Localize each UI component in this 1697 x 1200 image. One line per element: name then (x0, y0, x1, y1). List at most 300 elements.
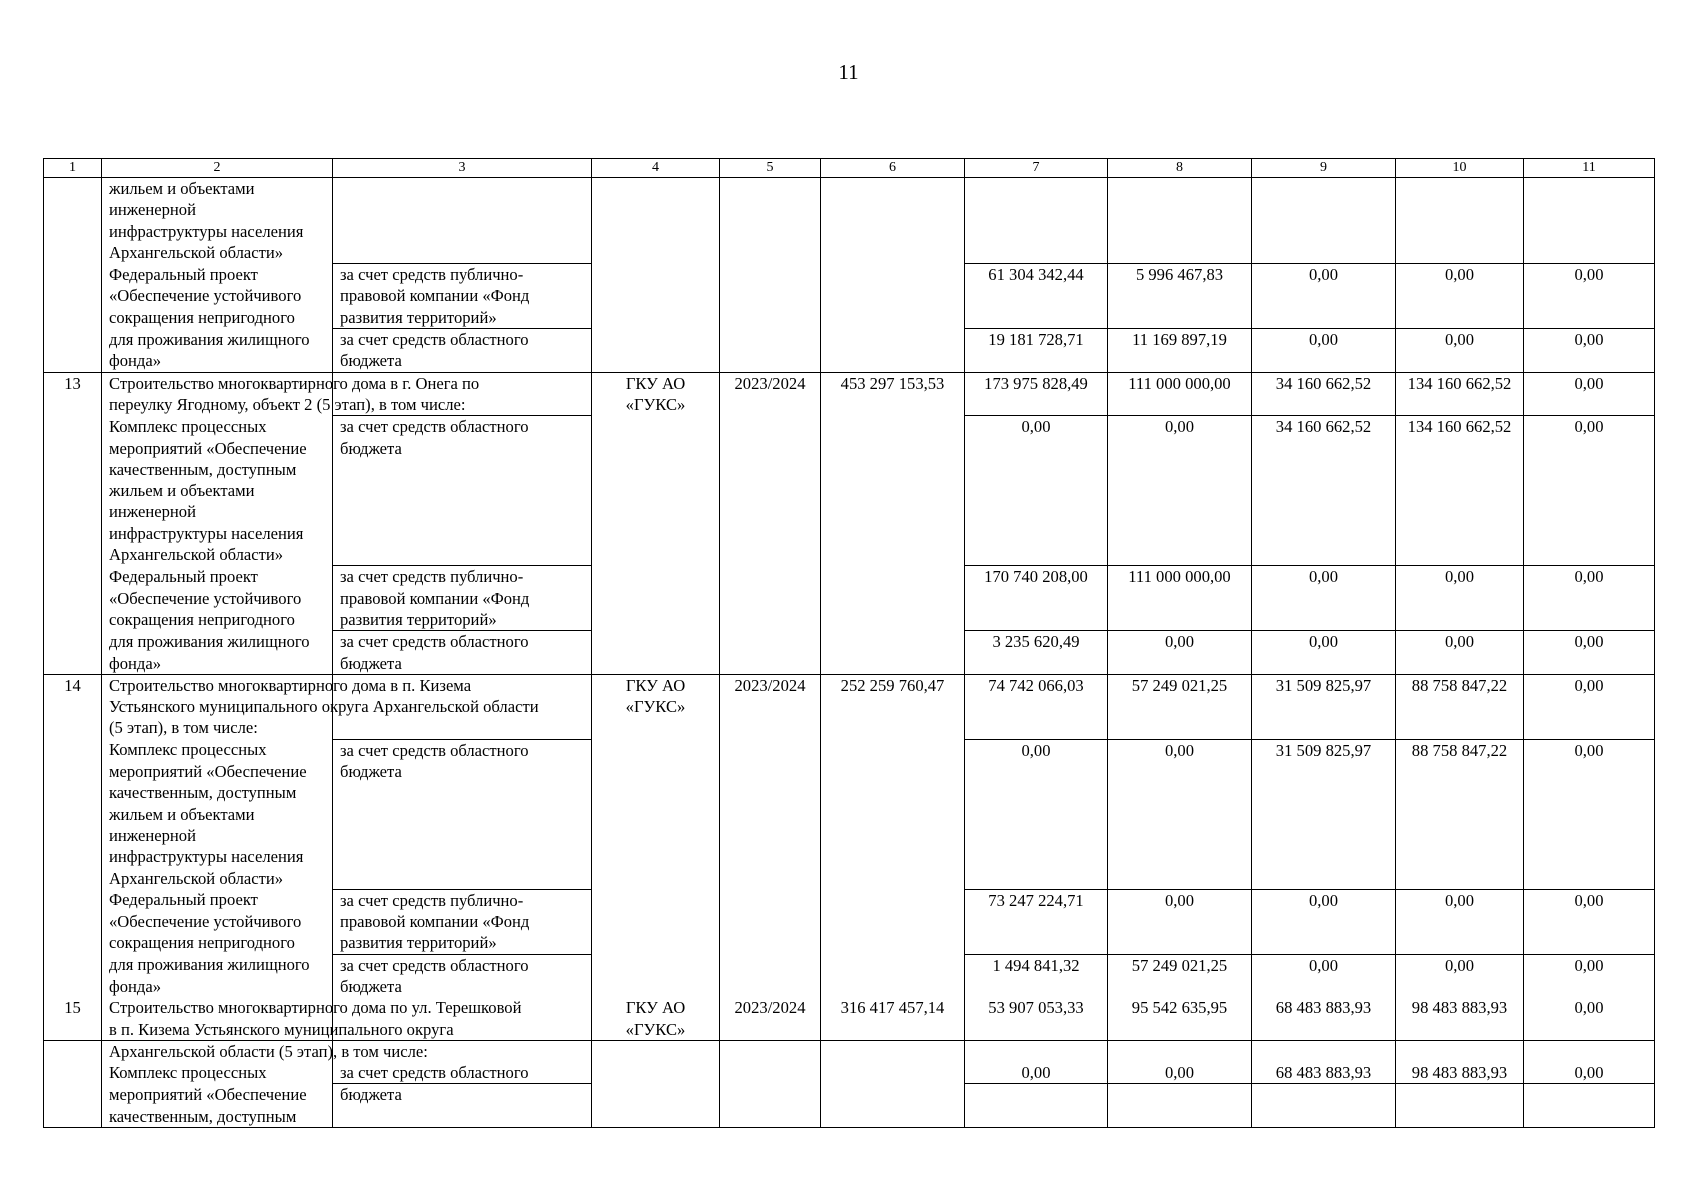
cell-col-11: 0,00 (1524, 954, 1655, 976)
cell-col-1 (44, 1062, 102, 1084)
table-row (44, 1019, 1655, 1041)
cell-col-2: инженерной (102, 199, 333, 220)
cell-col-2: сокращения непригодного (102, 932, 333, 954)
cell-col-6: 316 417 457,14 (821, 997, 965, 1018)
cell-col-4: «ГУКС» (592, 696, 720, 717)
cell-col-3 (333, 544, 592, 566)
cell-col-10 (1396, 868, 1524, 890)
cell-col-5 (720, 696, 821, 717)
table-row (44, 480, 1655, 501)
cell-col-8 (1108, 178, 1252, 200)
cell-col-8: 5 996 467,83 (1108, 264, 1252, 286)
cell-col-11 (1524, 285, 1655, 306)
cell-col-5 (720, 846, 821, 867)
cell-col-4 (592, 459, 720, 480)
cell-col-11: 0,00 (1524, 1062, 1655, 1084)
cell-col-2: Устьянского муниципального округа Архангельской области (102, 696, 333, 717)
cell-col-11: 0,00 (1524, 329, 1655, 351)
cell-col-1 (44, 1019, 102, 1041)
table-row (44, 954, 1655, 976)
cell-col-3: за счет средств областного (333, 739, 592, 761)
cell-col-7 (965, 1084, 1108, 1106)
cell-col-11 (1524, 242, 1655, 264)
cell-col-1 (44, 846, 102, 867)
cell-col-6 (821, 329, 965, 351)
cell-col-3: бюджета (333, 976, 592, 997)
cell-col-6 (821, 221, 965, 242)
cell-col-6 (821, 932, 965, 954)
cell-col-3: за счет средств публично- (333, 264, 592, 286)
cell-col-5 (720, 307, 821, 329)
cell-col-2: Архангельской области (5 этап), в том числе: (102, 1040, 333, 1062)
cell-col-11 (1524, 717, 1655, 739)
cell-col-2: инфраструктуры населения (102, 221, 333, 242)
cell-col-5 (720, 350, 821, 372)
cell-col-8 (1108, 394, 1252, 416)
cell-col-3 (333, 242, 592, 264)
cell-col-1 (44, 480, 102, 501)
cell-col-7 (965, 459, 1108, 480)
cell-col-9 (1252, 653, 1396, 675)
column-header-9: 9 (1252, 159, 1396, 178)
cell-col-5 (720, 1019, 821, 1041)
cell-col-10 (1396, 761, 1524, 782)
cell-col-8 (1108, 696, 1252, 717)
cell-col-3: за счет средств публично- (333, 566, 592, 588)
cell-col-1 (44, 523, 102, 544)
cell-col-8 (1108, 1084, 1252, 1106)
cell-col-1 (44, 631, 102, 653)
table-row (44, 350, 1655, 372)
cell-col-9: 0,00 (1252, 889, 1396, 911)
cell-col-5 (720, 394, 821, 416)
cell-col-11 (1524, 782, 1655, 803)
cell-col-2: Строительство многоквартирного дома по ул. Терешковой (102, 997, 333, 1018)
cell-col-8 (1108, 609, 1252, 631)
cell-col-3 (333, 846, 592, 867)
cell-col-10 (1396, 307, 1524, 329)
cell-col-1: 15 (44, 997, 102, 1018)
cell-col-1 (44, 761, 102, 782)
cell-col-8 (1108, 761, 1252, 782)
cell-col-11 (1524, 1040, 1655, 1062)
table-row (44, 804, 1655, 825)
cell-col-4: ГКУ АО (592, 997, 720, 1018)
cell-col-2: качественным, доступным (102, 1106, 333, 1128)
cell-col-3: за счет средств областного (333, 631, 592, 653)
cell-col-7 (965, 242, 1108, 264)
cell-col-2: Архангельской области» (102, 868, 333, 890)
cell-col-10 (1396, 825, 1524, 846)
cell-col-1: 13 (44, 372, 102, 394)
cell-col-4: ГКУ АО (592, 674, 720, 696)
cell-col-10: 98 483 883,93 (1396, 997, 1524, 1018)
header-row (44, 159, 1655, 178)
cell-col-6 (821, 544, 965, 566)
cell-col-5 (720, 911, 821, 932)
cell-col-10: 0,00 (1396, 566, 1524, 588)
cell-col-5 (720, 501, 821, 522)
cell-col-6 (821, 782, 965, 803)
cell-col-9: 0,00 (1252, 329, 1396, 351)
cell-col-9: 0,00 (1252, 264, 1396, 286)
cell-col-3 (333, 717, 592, 739)
cell-col-11 (1524, 846, 1655, 867)
cell-col-3: правовой компании «Фонд (333, 588, 592, 609)
cell-col-9 (1252, 804, 1396, 825)
cell-col-10 (1396, 653, 1524, 675)
cell-col-1 (44, 416, 102, 438)
cell-col-9 (1252, 438, 1396, 459)
cell-col-6 (821, 1106, 965, 1128)
cell-col-8 (1108, 653, 1252, 675)
cell-col-3 (333, 782, 592, 803)
cell-col-2: (5 этап), в том числе: (102, 717, 333, 739)
table-row (44, 372, 1655, 394)
cell-col-6 (821, 1040, 965, 1062)
cell-col-2: Федеральный проект (102, 264, 333, 286)
cell-col-7 (965, 438, 1108, 459)
cell-col-6: 453 297 153,53 (821, 372, 965, 394)
table-row (44, 242, 1655, 264)
cell-col-7: 74 742 066,03 (965, 674, 1108, 696)
cell-col-7 (965, 1040, 1108, 1062)
cell-col-7 (965, 523, 1108, 544)
cell-col-10 (1396, 976, 1524, 997)
cell-col-8 (1108, 221, 1252, 242)
cell-col-10: 0,00 (1396, 954, 1524, 976)
column-header-8: 8 (1108, 159, 1252, 178)
cell-col-7 (965, 846, 1108, 867)
cell-col-7: 170 740 208,00 (965, 566, 1108, 588)
cell-col-1 (44, 178, 102, 200)
table-row (44, 782, 1655, 803)
cell-col-4 (592, 1062, 720, 1084)
cell-col-9 (1252, 868, 1396, 890)
table-row (44, 588, 1655, 609)
cell-col-10: 88 758 847,22 (1396, 739, 1524, 761)
cell-col-9 (1252, 1019, 1396, 1041)
cell-col-3: за счет средств областного (333, 329, 592, 351)
cell-col-10 (1396, 588, 1524, 609)
cell-col-8 (1108, 350, 1252, 372)
cell-col-4 (592, 1040, 720, 1062)
column-header-1: 1 (44, 159, 102, 178)
cell-col-5 (720, 609, 821, 631)
cell-col-2: мероприятий «Обеспечение (102, 761, 333, 782)
cell-col-3 (333, 501, 592, 522)
cell-col-9: 68 483 883,93 (1252, 1062, 1396, 1084)
cell-col-1 (44, 1084, 102, 1106)
cell-col-6 (821, 804, 965, 825)
table-row (44, 285, 1655, 306)
cell-col-8: 95 542 635,95 (1108, 997, 1252, 1018)
table-row (44, 976, 1655, 997)
cell-col-3 (333, 825, 592, 846)
cell-col-6 (821, 1084, 965, 1106)
cell-col-9: 0,00 (1252, 566, 1396, 588)
cell-col-6 (821, 761, 965, 782)
cell-col-8 (1108, 438, 1252, 459)
cell-col-10 (1396, 394, 1524, 416)
cell-col-2: Строительство многоквартирного дома в г. Онега по (102, 372, 333, 394)
table-row (44, 264, 1655, 286)
cell-col-3 (333, 868, 592, 890)
cell-col-2: жильем и объектами (102, 480, 333, 501)
cell-col-5 (720, 739, 821, 761)
cell-col-5 (720, 416, 821, 438)
cell-col-2: жильем и объектами (102, 804, 333, 825)
table-row (44, 178, 1655, 200)
cell-col-9 (1252, 825, 1396, 846)
cell-col-6 (821, 631, 965, 653)
cell-col-7 (965, 394, 1108, 416)
cell-col-3 (333, 199, 592, 220)
cell-col-1 (44, 739, 102, 761)
cell-col-9 (1252, 285, 1396, 306)
cell-col-11: 0,00 (1524, 416, 1655, 438)
cell-col-2: для проживания жилищного (102, 329, 333, 351)
cell-col-5 (720, 804, 821, 825)
cell-col-6 (821, 178, 965, 200)
cell-col-11 (1524, 1106, 1655, 1128)
cell-col-11: 0,00 (1524, 566, 1655, 588)
cell-col-5 (720, 523, 821, 544)
cell-col-10: 0,00 (1396, 264, 1524, 286)
cell-col-3: за счет средств областного (333, 416, 592, 438)
column-header-6: 6 (821, 159, 965, 178)
cell-col-8 (1108, 199, 1252, 220)
cell-col-5 (720, 954, 821, 976)
cell-col-11 (1524, 199, 1655, 220)
cell-col-10: 134 160 662,52 (1396, 372, 1524, 394)
cell-col-8 (1108, 307, 1252, 329)
cell-col-7 (965, 221, 1108, 242)
cell-col-9: 68 483 883,93 (1252, 997, 1396, 1018)
cell-col-3 (333, 221, 592, 242)
cell-col-2: переулку Ягодному, объект 2 (5 этап), в том числе: (102, 394, 333, 416)
cell-col-8 (1108, 782, 1252, 803)
cell-col-5 (720, 221, 821, 242)
cell-col-9: 34 160 662,52 (1252, 372, 1396, 394)
table-body (44, 159, 1655, 1128)
cell-col-10 (1396, 609, 1524, 631)
cell-col-4 (592, 846, 720, 867)
table-row (44, 868, 1655, 890)
cell-col-6 (821, 459, 965, 480)
cell-col-11: 0,00 (1524, 674, 1655, 696)
cell-col-2: Комплекс процессных (102, 416, 333, 438)
cell-col-1 (44, 868, 102, 890)
cell-col-10 (1396, 1040, 1524, 1062)
cell-col-7: 1 494 841,32 (965, 954, 1108, 976)
column-header-7: 7 (965, 159, 1108, 178)
cell-col-7: 0,00 (965, 739, 1108, 761)
cell-col-6 (821, 285, 965, 306)
cell-col-2: «Обеспечение устойчивого (102, 285, 333, 306)
cell-col-8 (1108, 523, 1252, 544)
cell-col-9 (1252, 588, 1396, 609)
cell-col-4 (592, 501, 720, 522)
cell-col-5 (720, 566, 821, 588)
table-row (44, 1106, 1655, 1128)
cell-col-1 (44, 932, 102, 954)
cell-col-10 (1396, 544, 1524, 566)
cell-col-4 (592, 653, 720, 675)
cell-col-7 (965, 285, 1108, 306)
cell-col-9 (1252, 932, 1396, 954)
cell-col-5 (720, 782, 821, 803)
cell-col-5 (720, 544, 821, 566)
cell-col-5 (720, 199, 821, 220)
cell-col-9 (1252, 523, 1396, 544)
cell-col-6 (821, 609, 965, 631)
cell-col-8 (1108, 1019, 1252, 1041)
cell-col-6 (821, 868, 965, 890)
cell-col-10 (1396, 1106, 1524, 1128)
cell-col-1 (44, 782, 102, 803)
cell-col-9: 31 509 825,97 (1252, 674, 1396, 696)
cell-col-5 (720, 976, 821, 997)
cell-col-1 (44, 566, 102, 588)
cell-col-7 (965, 782, 1108, 803)
cell-col-3 (333, 459, 592, 480)
table-row (44, 717, 1655, 739)
cell-col-8 (1108, 1106, 1252, 1128)
cell-col-1 (44, 459, 102, 480)
cell-col-10: 0,00 (1396, 631, 1524, 653)
cell-col-2: инфраструктуры населения (102, 523, 333, 544)
cell-col-7 (965, 178, 1108, 200)
cell-col-5 (720, 761, 821, 782)
cell-col-4 (592, 889, 720, 911)
cell-col-11 (1524, 394, 1655, 416)
cell-col-7 (965, 199, 1108, 220)
cell-col-6 (821, 394, 965, 416)
cell-col-11: 0,00 (1524, 889, 1655, 911)
cell-col-2: Федеральный проект (102, 566, 333, 588)
cell-col-9 (1252, 350, 1396, 372)
cell-col-8: 0,00 (1108, 416, 1252, 438)
cell-col-2: Архангельской области» (102, 242, 333, 264)
cell-col-1 (44, 976, 102, 997)
cell-col-1 (44, 199, 102, 220)
cell-col-6: 252 259 760,47 (821, 674, 965, 696)
cell-col-10 (1396, 501, 1524, 522)
cell-col-5 (720, 285, 821, 306)
cell-col-8: 57 249 021,25 (1108, 954, 1252, 976)
cell-col-10: 0,00 (1396, 889, 1524, 911)
cell-col-11 (1524, 588, 1655, 609)
cell-col-11: 0,00 (1524, 264, 1655, 286)
table-row (44, 544, 1655, 566)
cell-col-4 (592, 932, 720, 954)
cell-col-7 (965, 501, 1108, 522)
cell-col-7 (965, 868, 1108, 890)
cell-col-10: 134 160 662,52 (1396, 416, 1524, 438)
cell-col-10 (1396, 480, 1524, 501)
cell-col-2: мероприятий «Обеспечение (102, 438, 333, 459)
cell-col-8 (1108, 846, 1252, 867)
cell-col-4 (592, 911, 720, 932)
cell-col-7 (965, 825, 1108, 846)
cell-col-1 (44, 438, 102, 459)
cell-col-1 (44, 889, 102, 911)
column-header-2: 2 (102, 159, 333, 178)
cell-col-10 (1396, 350, 1524, 372)
cell-col-1 (44, 544, 102, 566)
cell-col-8: 111 000 000,00 (1108, 372, 1252, 394)
cell-col-9 (1252, 221, 1396, 242)
cell-col-2: для проживания жилищного (102, 631, 333, 653)
cell-col-1 (44, 696, 102, 717)
cell-col-10 (1396, 438, 1524, 459)
cell-col-1 (44, 285, 102, 306)
cell-col-8 (1108, 1040, 1252, 1062)
cell-col-8 (1108, 242, 1252, 264)
cell-col-2: качественным, доступным (102, 459, 333, 480)
cell-col-3 (333, 480, 592, 501)
cell-col-1 (44, 242, 102, 264)
cell-col-3 (333, 1106, 592, 1128)
cell-col-2: фонда» (102, 976, 333, 997)
cell-col-7: 73 247 224,71 (965, 889, 1108, 911)
table-row (44, 739, 1655, 761)
cell-col-8 (1108, 544, 1252, 566)
cell-col-3: бюджета (333, 438, 592, 459)
cell-col-6 (821, 696, 965, 717)
table-row (44, 459, 1655, 480)
cell-col-4 (592, 631, 720, 653)
cell-col-7 (965, 653, 1108, 675)
cell-col-11 (1524, 804, 1655, 825)
cell-col-3: бюджета (333, 350, 592, 372)
cell-col-2: инженерной (102, 825, 333, 846)
cell-col-4 (592, 178, 720, 200)
cell-col-5: 2023/2024 (720, 997, 821, 1018)
page-number: 11 (838, 60, 859, 84)
cell-col-6 (821, 480, 965, 501)
cell-col-10 (1396, 1084, 1524, 1106)
cell-col-4 (592, 868, 720, 890)
table-row (44, 199, 1655, 220)
cell-col-10 (1396, 782, 1524, 803)
cell-col-2: Строительство многоквартирного дома в п. Кизема (102, 674, 333, 696)
cell-col-9 (1252, 1040, 1396, 1062)
cell-col-8: 0,00 (1108, 889, 1252, 911)
cell-col-7: 61 304 342,44 (965, 264, 1108, 286)
cell-col-7 (965, 544, 1108, 566)
cell-col-6 (821, 954, 965, 976)
cell-col-5 (720, 264, 821, 286)
table-row (44, 609, 1655, 631)
cell-col-8 (1108, 588, 1252, 609)
cell-col-9: 31 509 825,97 (1252, 739, 1396, 761)
cell-col-10 (1396, 285, 1524, 306)
cell-col-2: «Обеспечение устойчивого (102, 588, 333, 609)
cell-col-3: правовой компании «Фонд (333, 911, 592, 932)
cell-col-2: жильем и объектами (102, 178, 333, 200)
cell-col-5 (720, 438, 821, 459)
table-row (44, 846, 1655, 867)
cell-col-11 (1524, 523, 1655, 544)
cell-col-6 (821, 825, 965, 846)
cell-col-7 (965, 717, 1108, 739)
cell-col-9: 34 160 662,52 (1252, 416, 1396, 438)
cell-col-3: бюджета (333, 1084, 592, 1106)
table-row (44, 932, 1655, 954)
cell-col-8 (1108, 480, 1252, 501)
